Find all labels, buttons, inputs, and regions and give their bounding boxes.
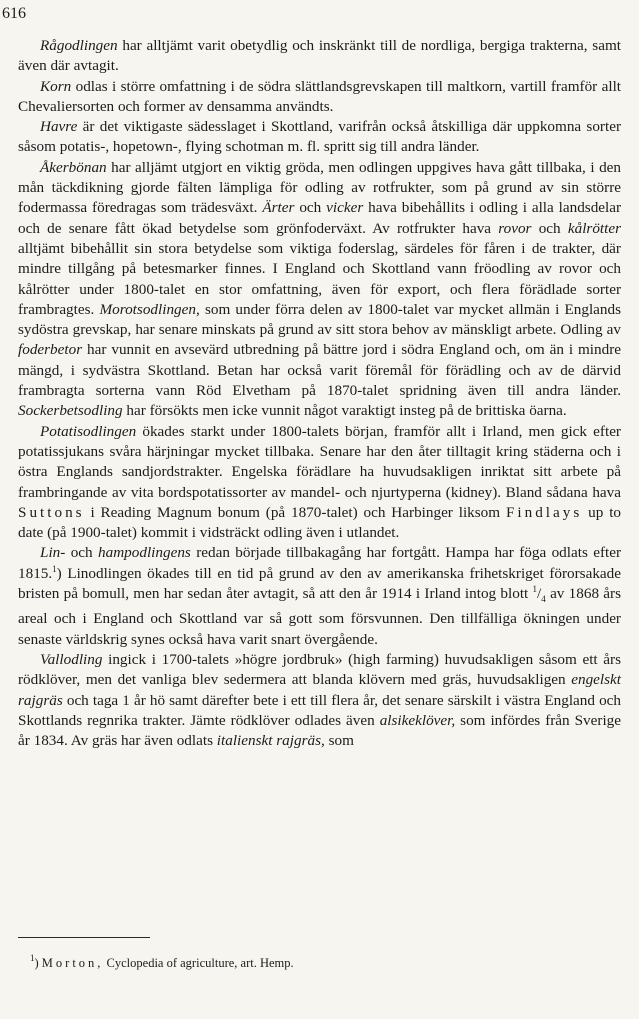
term: Ärter xyxy=(262,199,295,217)
term: italienskt rajgräs, xyxy=(216,732,325,750)
paragraph-leys: Vallodling ingick i 1700-talets »högre jordbruk» (high farming) huvudsakligen såsom ett års rödklöver, men det vanliga blev sedermera att blanda klövern med gräs, huvudsakligen engelskt rajgräs och taga 1 år hö samt därefter bete i ett till flera år, det senare särskilt i västra England och Skottlands regnrika trakter. Jämte rödklöver odlades även alsikeklöver, som infördes från Sverige år 1834. Av gräs har även odlats italienskt rajgräs, som xyxy=(18,650,622,750)
paragraph-oats: Havre är det viktigaste sädesslaget i Skottland, varifrån också åtskilliga där uppkomna sorter såsom potatis-, hopetown-, flying schotman m. fl. spritt sig till andra länder. xyxy=(18,118,622,156)
term: Havre xyxy=(40,118,78,136)
term: foderbetor xyxy=(18,341,83,359)
paragraph-barley: Korn odlas i större omfattning i de södra slättlandsgrevskapen till maltkorn, vartill framför allt Chevaliersorten och former av densamma användts. xyxy=(18,77,622,115)
term: rovor xyxy=(498,219,532,237)
spaced-name: Findlays xyxy=(505,503,583,521)
fraction-numerator: 1 xyxy=(532,584,538,595)
fraction-denominator: 4 xyxy=(541,594,546,605)
page-number: 616 xyxy=(2,5,26,22)
footnote-ref: 1 xyxy=(52,563,57,574)
term: Lin- xyxy=(40,544,66,562)
term: vicker xyxy=(326,199,364,217)
term: kålrötter xyxy=(567,219,622,237)
paragraph-potato: Potatisodlingen ökades starkt under 1800-talets början, framför allt i Irland, men gick efter potatissjukans svåra härjningar mycket tillbaka. Senare har den åter tilltagit kring städerna och i östra Englands sandjordstrakter. Engelska förädlare ha huvudsakligen inriktat sitt arbete på frambringande av vita bordspotatissorter av mandel- och njurtyperna (kidney). Bland sådana hava Suttons i Reading Magnum bonum (på 1870-talet) och Harbinger liksom Findlays up to date (på 1900-talet) kommit i vidsträckt odling även i utlandet. xyxy=(18,422,622,542)
term: Potatisodlingen xyxy=(40,422,137,440)
footnote-author: Morton, xyxy=(41,956,104,970)
term: engelskt rajgräs xyxy=(18,671,622,709)
footnote-mark: 1 xyxy=(30,953,35,963)
footnote-divider xyxy=(18,937,150,938)
term: Åkerbönan xyxy=(40,158,107,176)
term: Morotsodlingen, xyxy=(99,300,200,318)
term: Vallodling xyxy=(40,650,103,668)
term: hampodlingens xyxy=(98,544,191,562)
paragraph-field-beans: Åkerbönan har alljämt utgjort en viktig gröda, men odlingen uppgives hava gått tillbaka, i den mån täckdikning gjorde fälten lämpliga för odling av rotfrukter, som på grund av sin större fodermassa föredragas som trädesväxt. Ärter och vicker hava bibehållits i odling i alla landsdelar och de senare fått ökad betydelse som grönfoderväxt. Av rotfrukter hava rovor och kålrötter alltjämt bibehållit sin stora betydelse som viktiga foderslag, särdeles för fåren i de trakter, där mindre tillgång på betesmarker finnes. I England och Skottland vann fröodling av rovor och kålrötter under 1800-talet en stor omfattning, även för export, och flera förädlade sorter frambragtes. Morotsodlingen, som under förra delen av 1800-talet var mycket allmän i Englands sydöstra grevskap, har senare minskats på grund av sitt stora behov av mänskligt arbete. Odling av foderbetor har vunnit en avsevärd utbredning på bättre jord i södra England och, om än i mindre mängd, i sydvästra Skottland. Betan har också varit föremål för förädling och av de därvid frambragta sorterna vann Röd Elvetham på 1870-talet spridning även till andra länder. Sockerbetsodling har försökts men icke vunnit något varaktigt insteg på de brittiska öarna. xyxy=(18,158,622,420)
term: alsikeklöver, xyxy=(379,711,456,729)
term: Rågodlingen xyxy=(40,37,118,54)
term: Korn xyxy=(40,77,72,95)
paragraph-rye: Rågodlingen har alltjämt varit obetydlig och inskränkt till de nordliga, bergiga trakterna, samt även där avtagit. xyxy=(18,37,621,75)
paragraph-flax-hemp: Lin- och hampodlingens redan började tillbakagång har fortgått. Hampa har föga odlats efter 1815.$^1$) Linodlingen ökades till en tid på grund av den av amerikanska frihetskriget förorsakade bristen på bomull, men har sedan åter avtagit, så att den år 1914 i Irland intog blott $^1/_4$ av 1868 års areal och i England och Skottland var så gott som försvunnen. Den tillfälliga ökningen under senaste världskrig synes också hava varit snart övergående. xyxy=(18,544,622,648)
term: Sockerbetsodling xyxy=(18,402,123,420)
footnote: $^1$) Morton, Cyclopedia of agriculture, art. Hemp. xyxy=(30,953,294,970)
body-text xyxy=(18,36,621,751)
spaced-name: Suttons xyxy=(18,503,85,521)
footnote-text: Cyclopedia of agriculture, art. Hemp. xyxy=(106,956,294,970)
